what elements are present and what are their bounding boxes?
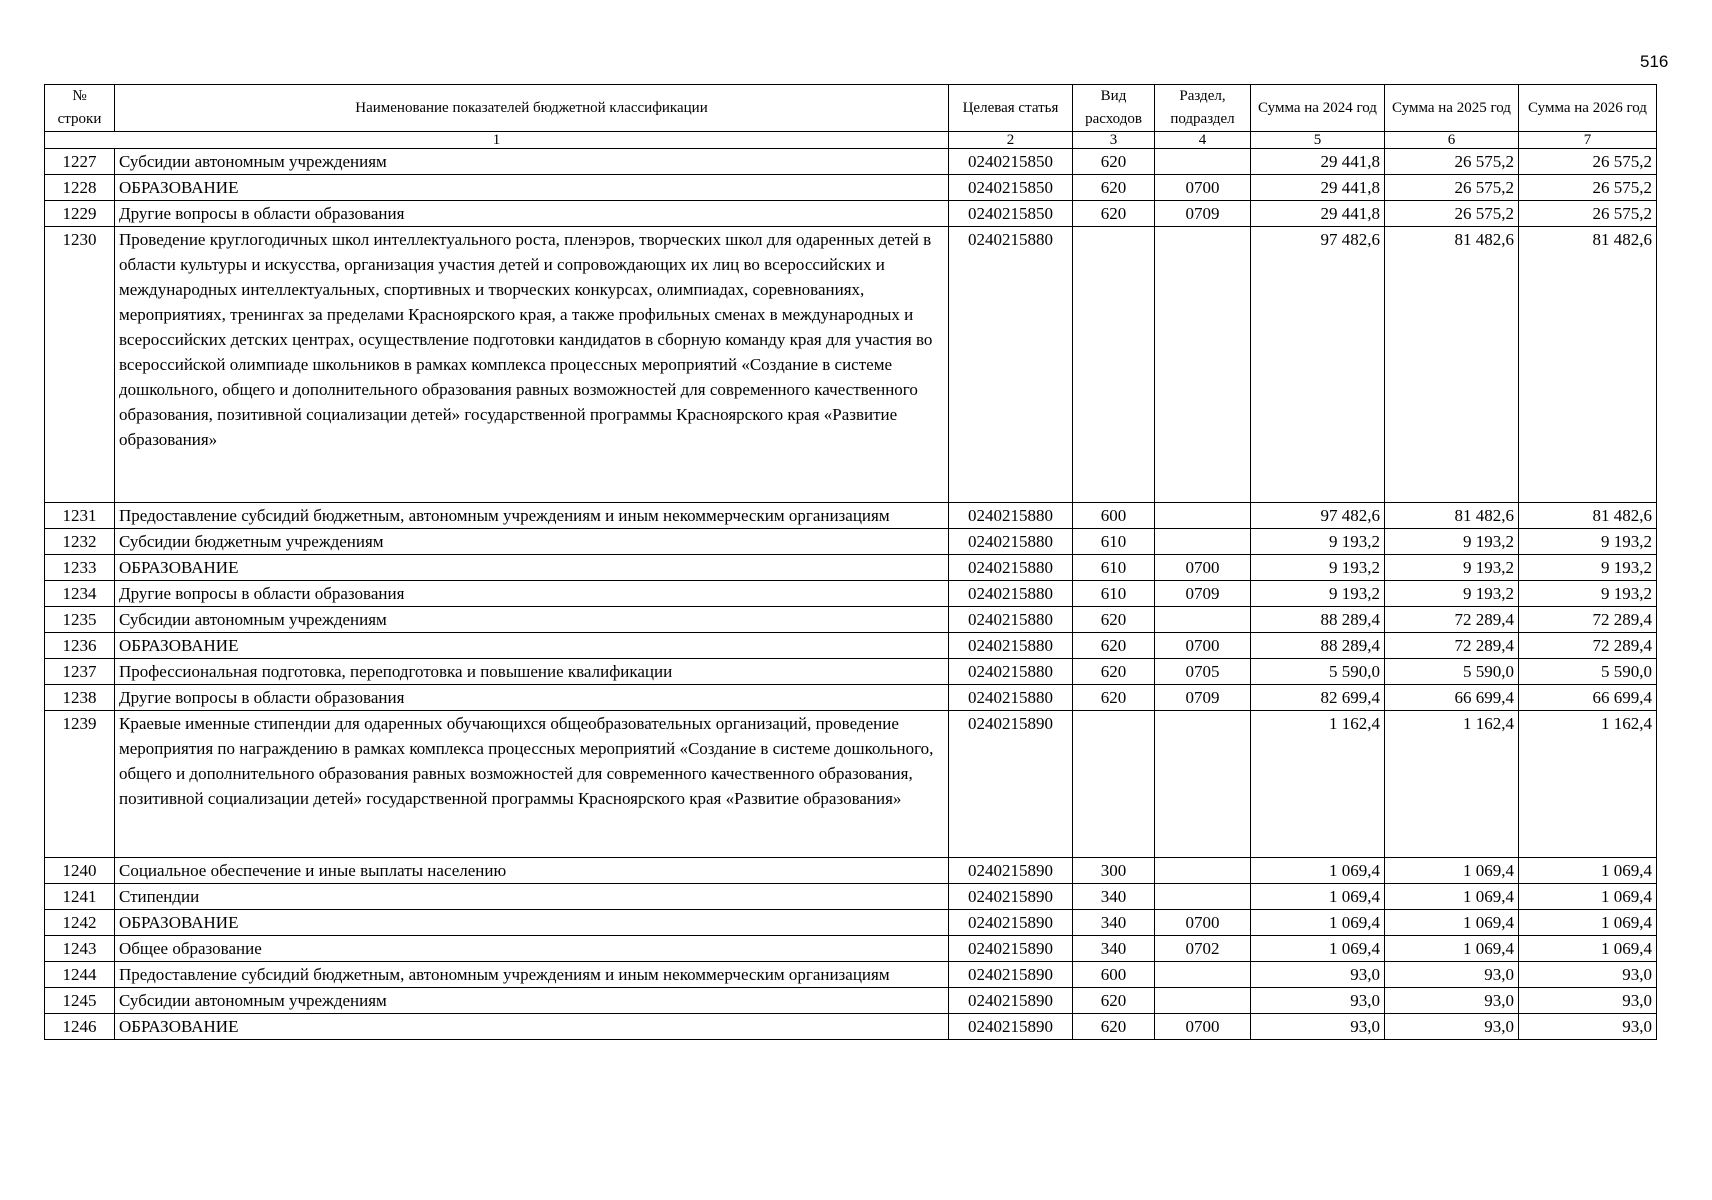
sum-2025-cell: 1 069,4 [1385,910,1519,936]
section-cell [1155,149,1251,175]
sum-2025-cell: 26 575,2 [1385,175,1519,201]
sum-2025-cell: 1 069,4 [1385,858,1519,884]
expense-type-cell: 620 [1073,659,1155,685]
expense-type-cell [1073,227,1155,503]
section-cell: 0700 [1155,555,1251,581]
target-article-cell: 0240215880 [949,503,1073,529]
section-cell [1155,607,1251,633]
target-article-cell: 0240215880 [949,633,1073,659]
header-sum-2025: Сумма на 2025 год [1385,85,1519,132]
name-cell: Другие вопросы в области образования [115,685,949,711]
sum-2024-cell: 1 069,4 [1251,858,1385,884]
sum-2026-cell: 1 069,4 [1519,884,1657,910]
table-row [45,659,1657,685]
sum-2026-cell: 1 162,4 [1519,711,1657,858]
table-row [45,685,1657,711]
expense-type-cell: 600 [1073,503,1155,529]
sum-2026-cell: 1 069,4 [1519,936,1657,962]
section-cell [1155,503,1251,529]
sum-2025-cell: 5 590,0 [1385,659,1519,685]
sum-2025-cell: 93,0 [1385,962,1519,988]
sum-2024-cell: 5 590,0 [1251,659,1385,685]
table-row [45,711,1657,858]
row-number-cell: 1228 [45,175,115,201]
target-article-cell: 0240215880 [949,685,1073,711]
target-article-cell: 0240215890 [949,988,1073,1014]
sum-2025-cell: 72 289,4 [1385,633,1519,659]
row-number-cell: 1244 [45,962,115,988]
sum-2025-cell: 1 069,4 [1385,936,1519,962]
table-row [45,581,1657,607]
sum-2025-cell: 1 162,4 [1385,711,1519,858]
header-name: Наименование показателей бюджетной классификации [115,85,949,132]
expense-type-cell: 340 [1073,910,1155,936]
expense-type-cell: 610 [1073,555,1155,581]
sum-2025-cell: 93,0 [1385,988,1519,1014]
target-article-cell: 0240215890 [949,711,1073,858]
section-cell: 0709 [1155,581,1251,607]
sum-2026-cell: 1 069,4 [1519,910,1657,936]
section-cell [1155,988,1251,1014]
expense-type-cell: 610 [1073,581,1155,607]
sum-2024-cell: 93,0 [1251,988,1385,1014]
expense-type-cell: 620 [1073,1014,1155,1040]
sum-2026-cell: 26 575,2 [1519,175,1657,201]
row-number-cell: 1231 [45,503,115,529]
column-number: 6 [1385,132,1519,149]
expense-type-cell: 620 [1073,175,1155,201]
section-cell [1155,858,1251,884]
page-number: 516 [1640,52,1669,71]
sum-2026-cell: 9 193,2 [1519,581,1657,607]
sum-2026-cell: 93,0 [1519,988,1657,1014]
name-cell: Предоставление субсидий бюджетным, автономным учреждениям и иным некоммерческим организациям [115,962,949,988]
name-cell: ОБРАЗОВАНИЕ [115,555,949,581]
name-cell: Предоставление субсидий бюджетным, автономным учреждениям и иным некоммерческим организациям [115,503,949,529]
sum-2025-cell: 9 193,2 [1385,555,1519,581]
table-row [45,936,1657,962]
row-number-cell: 1239 [45,711,115,858]
row-number-cell: 1236 [45,633,115,659]
name-cell: Другие вопросы в области образования [115,201,949,227]
name-cell: ОБРАЗОВАНИЕ [115,175,949,201]
sum-2026-cell: 81 482,6 [1519,227,1657,503]
row-number-cell: 1232 [45,529,115,555]
sum-2025-cell: 9 193,2 [1385,529,1519,555]
expense-type-cell: 600 [1073,962,1155,988]
name-cell: Стипендии [115,884,949,910]
header-expense-type: Вид расходов [1073,85,1155,132]
name-cell: Субсидии бюджетным учреждениям [115,529,949,555]
sum-2024-cell: 1 069,4 [1251,936,1385,962]
section-cell [1155,884,1251,910]
sum-2026-cell: 81 482,6 [1519,503,1657,529]
row-number-cell: 1234 [45,581,115,607]
name-cell: Субсидии автономным учреждениям [115,988,949,1014]
row-number-cell: 1245 [45,988,115,1014]
target-article-cell: 0240215880 [949,607,1073,633]
name-cell: Субсидии автономным учреждениям [115,607,949,633]
sum-2026-cell: 93,0 [1519,962,1657,988]
budget-table [44,84,1657,1040]
sum-2024-cell: 1 069,4 [1251,910,1385,936]
sum-2025-cell: 81 482,6 [1385,503,1519,529]
sum-2024-cell: 93,0 [1251,962,1385,988]
target-article-cell: 0240215890 [949,1014,1073,1040]
sum-2024-cell: 97 482,6 [1251,227,1385,503]
row-number-cell: 1237 [45,659,115,685]
row-number-cell: 1227 [45,149,115,175]
expense-type-cell [1073,711,1155,858]
column-number: 4 [1155,132,1251,149]
sum-2026-cell: 26 575,2 [1519,201,1657,227]
sum-2025-cell: 66 699,4 [1385,685,1519,711]
sum-2024-cell: 1 162,4 [1251,711,1385,858]
column-number-row [45,132,1657,149]
table-row [45,1014,1657,1040]
sum-2024-cell: 29 441,8 [1251,175,1385,201]
header-row [45,85,1657,132]
table-row [45,988,1657,1014]
expense-type-cell: 620 [1073,988,1155,1014]
target-article-cell: 0240215890 [949,962,1073,988]
target-article-cell: 0240215890 [949,936,1073,962]
name-cell: Проведение круглогодичных школ интеллектуального роста, пленэров, творческих школ для одаренных детей в области культуры и искусства, организация участия детей и сопровождающих их лиц во всероссийских и международных интеллектуальных, спортивных и творческих конкурсах, олимпиадах, соревнованиях, мероприятиях, тренингах за пределами Красноярского края, а также профильных сменах в международных и всероссийских детских центрах, осуществление подготовки кандидатов в сборную команду края для участия во всероссийской олимпиаде школьников в рамках комплекса процессных мероприятий «Создание в системе дошкольного, общего и дополнительного образования равных возможностей для современного качественного образования, позитивной социализации детей» государственной программы Красноярского края «Развитие образования» [115,227,949,503]
sum-2024-cell: 1 069,4 [1251,884,1385,910]
header-row-number: № строки [45,85,115,132]
row-number-cell: 1235 [45,607,115,633]
sum-2024-cell: 88 289,4 [1251,607,1385,633]
table-row [45,555,1657,581]
sum-2024-cell: 9 193,2 [1251,555,1385,581]
section-cell: 0700 [1155,175,1251,201]
sum-2025-cell: 1 069,4 [1385,884,1519,910]
section-cell [1155,711,1251,858]
header-target: Целевая статья [949,85,1073,132]
sum-2024-cell: 88 289,4 [1251,633,1385,659]
row-number-cell: 1246 [45,1014,115,1040]
sum-2026-cell: 9 193,2 [1519,555,1657,581]
row-number-cell: 1242 [45,910,115,936]
expense-type-cell: 620 [1073,149,1155,175]
section-cell [1155,227,1251,503]
sum-2025-cell: 9 193,2 [1385,581,1519,607]
target-article-cell: 0240215880 [949,659,1073,685]
row-number-cell: 1233 [45,555,115,581]
name-cell: Субсидии автономным учреждениям [115,149,949,175]
expense-type-cell: 620 [1073,607,1155,633]
table-row [45,529,1657,555]
sum-2026-cell: 26 575,2 [1519,149,1657,175]
name-cell: Социальное обеспечение и иные выплаты населению [115,858,949,884]
expense-type-cell: 300 [1073,858,1155,884]
name-cell: Другие вопросы в области образования [115,581,949,607]
section-cell: 0709 [1155,201,1251,227]
target-article-cell: 0240215850 [949,201,1073,227]
sum-2026-cell: 1 069,4 [1519,858,1657,884]
sum-2024-cell: 29 441,8 [1251,201,1385,227]
name-cell: ОБРАЗОВАНИЕ [115,633,949,659]
sum-2024-cell: 93,0 [1251,1014,1385,1040]
sum-2024-cell: 82 699,4 [1251,685,1385,711]
expense-type-cell: 340 [1073,884,1155,910]
sum-2024-cell: 97 482,6 [1251,503,1385,529]
sum-2026-cell: 72 289,4 [1519,633,1657,659]
target-article-cell: 0240215850 [949,175,1073,201]
table-row [45,227,1657,503]
table-row [45,962,1657,988]
table-row [45,884,1657,910]
column-number: 7 [1519,132,1657,149]
expense-type-cell: 620 [1073,201,1155,227]
target-article-cell: 0240215880 [949,227,1073,503]
table-row [45,633,1657,659]
sum-2026-cell: 66 699,4 [1519,685,1657,711]
sum-2024-cell: 9 193,2 [1251,581,1385,607]
row-number-cell: 1243 [45,936,115,962]
row-number-cell: 1240 [45,858,115,884]
sum-2025-cell: 26 575,2 [1385,149,1519,175]
sum-2024-cell: 29 441,8 [1251,149,1385,175]
target-article-cell: 0240215890 [949,858,1073,884]
sum-2024-cell: 9 193,2 [1251,529,1385,555]
expense-type-cell: 610 [1073,529,1155,555]
section-cell: 0705 [1155,659,1251,685]
section-cell: 0700 [1155,1014,1251,1040]
table-row [45,858,1657,884]
row-number-cell: 1238 [45,685,115,711]
expense-type-cell: 620 [1073,685,1155,711]
table-row [45,910,1657,936]
section-cell: 0702 [1155,936,1251,962]
sum-2026-cell: 93,0 [1519,1014,1657,1040]
table-row [45,201,1657,227]
sum-2026-cell: 9 193,2 [1519,529,1657,555]
expense-type-cell: 340 [1073,936,1155,962]
sum-2025-cell: 93,0 [1385,1014,1519,1040]
table-row [45,149,1657,175]
table-row [45,175,1657,201]
column-number: 3 [1073,132,1155,149]
name-cell: Краевые именные стипендии для одаренных обучающихся общеобразовательных организаций, проведение мероприятия по награждению в рамках комплекса процессных мероприятий «Создание в системе дошкольного, общего и дополнительного образования равных возможностей для современного качественного образования, позитивной социализации детей» государственной программы Красноярского края «Развитие образования» [115,711,949,858]
section-cell: 0700 [1155,910,1251,936]
header-section: Раздел, подраздел [1155,85,1251,132]
table-row [45,607,1657,633]
name-cell: Общее образование [115,936,949,962]
target-article-cell: 0240215880 [949,555,1073,581]
row-number-cell: 1229 [45,201,115,227]
target-article-cell: 0240215880 [949,581,1073,607]
target-article-cell: 0240215850 [949,149,1073,175]
name-cell: Профессиональная подготовка, переподготовка и повышение квалификации [115,659,949,685]
section-cell: 0709 [1155,685,1251,711]
header-sum-2026: Сумма на 2026 год [1519,85,1657,132]
section-cell [1155,962,1251,988]
sum-2026-cell: 5 590,0 [1519,659,1657,685]
name-cell: ОБРАЗОВАНИЕ [115,910,949,936]
expense-type-cell: 620 [1073,633,1155,659]
sum-2025-cell: 72 289,4 [1385,607,1519,633]
row-number-cell: 1230 [45,227,115,503]
target-article-cell: 0240215890 [949,910,1073,936]
column-number: 2 [949,132,1073,149]
sum-2025-cell: 26 575,2 [1385,201,1519,227]
sum-2025-cell: 81 482,6 [1385,227,1519,503]
column-number: 5 [1251,132,1385,149]
name-cell: ОБРАЗОВАНИЕ [115,1014,949,1040]
target-article-cell: 0240215890 [949,884,1073,910]
row-number-cell: 1241 [45,884,115,910]
section-cell [1155,529,1251,555]
table-row [45,503,1657,529]
sum-2026-cell: 72 289,4 [1519,607,1657,633]
header-sum-2024: Сумма на 2024 год [1251,85,1385,132]
section-cell: 0700 [1155,633,1251,659]
column-number: 1 [45,132,949,149]
target-article-cell: 0240215880 [949,529,1073,555]
